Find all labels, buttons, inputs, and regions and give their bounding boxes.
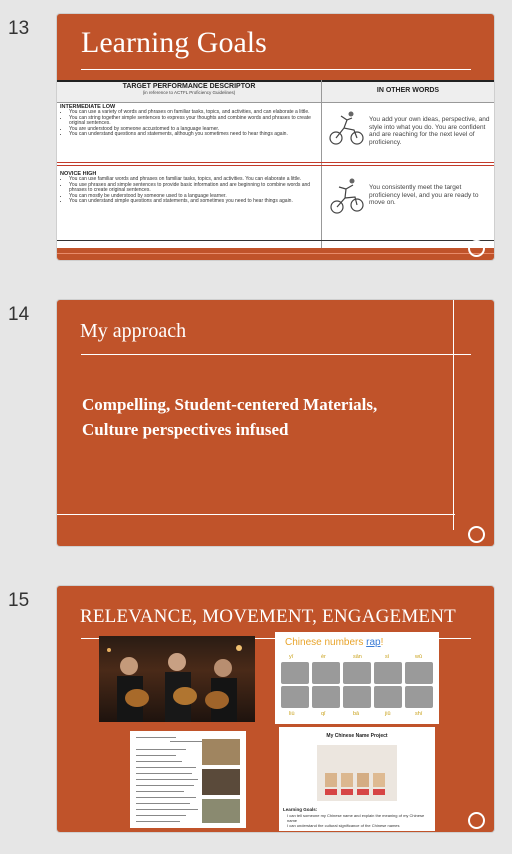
slide-thumbnail-15[interactable] [57,586,494,832]
frame-horizontal-line [57,514,455,515]
project-goals-label: Learning Goals: [283,807,318,812]
slide-number-13: 13 [8,18,30,39]
pinyin-label: wǔ [415,654,423,660]
pinyin-label: èr [321,654,326,660]
table-row-intermediate-low [60,104,318,138]
slide-title: My approach [80,320,187,342]
column-header-descriptor [57,83,321,95]
worksheet-photo [202,769,240,795]
descriptor-bullet: • You can understand simple questions and statements, and sometimes you need to hear things again. [69,199,318,205]
column-header-text: TARGET PERFORMANCE DESCRIPTOR [122,83,256,90]
descriptor-bullet: • You use phrases and simple sentences to provide basic information and are beginning to combine words and phrases to create original sentences. [69,183,318,194]
rap-link[interactable]: rap [366,637,381,648]
pinyin-label: sì [385,654,390,660]
learning-goals-table [57,80,494,248]
column-header-other-words: IN OTHER WORDS [376,87,440,94]
hand-sign-image [374,662,402,684]
slide-title: RELEVANCE, MOVEMENT, ENGAGEMENT [80,606,456,627]
title-underline [81,69,471,70]
descriptor-bullet: • You can string together simple sentences to express your thoughts and combine words and phrases to create original sentences. [69,116,318,127]
footer-rule [57,253,494,254]
slide-number-15: 15 [8,590,30,611]
slide-thumbnail-13[interactable] [57,14,494,260]
descriptor-bullet: • You are understood by someone accustomed to a language learner. [69,127,318,133]
rap-title [285,637,383,648]
hand-sign-image [374,686,402,708]
slide-number-14: 14 [8,304,30,325]
hand-sign-image [343,662,371,684]
level-label: INTERMEDIATE LOW [60,104,116,110]
body-line: Culture perspectives infused [82,420,289,439]
name-stamps-photo [317,745,397,801]
pinyin-label: bā [353,711,360,717]
slide-circle-icon [468,812,485,829]
bike-rider-illustration-icon [327,108,367,148]
slide-circle-icon [468,526,485,543]
hand-sign-image [405,662,433,684]
pinyin-label: qī [321,711,326,717]
chinese-name-project-slide [279,727,435,831]
project-title: My Chinese Name Project [326,733,388,739]
project-goals-list [287,813,433,828]
hand-sign-image [281,662,309,684]
hand-sign-image [312,662,340,684]
in-other-words-text: You add your own ideas, perspective, and style into what you do. You are confident and are reaching for the next level of proficiency. [369,116,490,146]
rap-title-text: Chinese numbers [285,637,367,648]
title-underline [81,354,471,355]
pinyin-label: yī [289,654,294,660]
mountain-biker-illustration-icon [327,176,367,216]
descriptor-bullet: • You can understand questions and statements, although you sometimes need to hear things again. [69,132,318,138]
slide-thumbnail-14[interactable] [57,300,494,546]
body-line: Compelling, Student-centered Materials, [82,395,378,414]
hand-sign-image [281,686,309,708]
slide-circle-icon [468,240,485,257]
pinyin-label: shí [415,711,423,717]
hand-sign-image [405,686,433,708]
table-header [57,80,494,103]
slide-body [82,392,472,442]
rap-title-suffix: ! [380,637,384,648]
hand-sign-image [312,686,340,708]
guitar-players-photo [99,636,255,722]
hand-sign-image [343,686,371,708]
row-divider [57,165,494,166]
project-goal-item: I can understand the cultural significance of the Chinese names [287,823,400,828]
descriptor-bullet: • You can use a variety of words and phrases on familiar tasks, topics, and activities, and can elaborate a little. [69,110,318,116]
hand-sign-grid [279,654,435,720]
worksheet-photo [202,799,240,823]
descriptor-bullet: • You can use familiar words and phrases on familiar tasks, topics, and activities. You can elaborate a little. [69,177,318,183]
pinyin-label: liù [289,711,295,717]
worksheet-document-preview [130,731,246,828]
level-label: NOVICE HIGH [60,171,97,177]
column-divider [321,80,322,248]
worksheet-photo [202,739,240,765]
table-bottom-border [57,240,494,241]
project-goal-item: I can tell someone my Chinese name and explain the meaning of my Chinese name [287,813,425,823]
descriptor-bullet: • You can mostly be understood by someone used to a language learner. [69,194,318,200]
in-other-words-text: You consistently meet the target proficiency level, and you are ready to move on. [369,184,479,206]
pinyin-label: jiǔ [385,711,391,717]
row-divider [57,162,494,163]
slide-title: Learning Goals [81,26,267,59]
table-row-novice-high [60,171,318,205]
chinese-numbers-rap-slide [275,632,439,724]
pinyin-label: sān [353,654,362,660]
column-subheader-text: (in reference to ACTFL Proficiency Guidelines) [142,90,236,95]
